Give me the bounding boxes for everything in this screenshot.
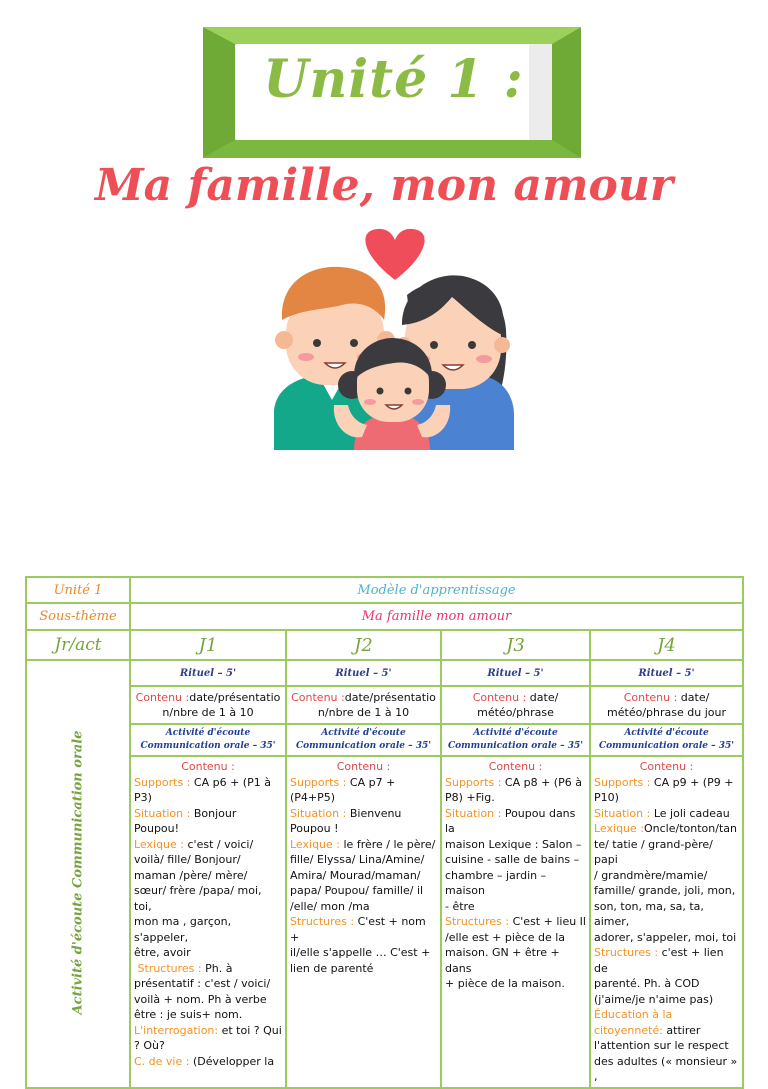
subtheme-label-cell: Sous-thème: [26, 603, 130, 630]
activity-content-j4: Contenu : Supports : CA p9 + (P9 + P10) Situation : Le joli cadeau Lexique :Oncle/tonton/tan te/ tatie / grand-père/ papi / grandmère/mamie/ famille/ grande, joli, mon, son, ton, ma, sa, ta, aimer, adorer, s'appeler, moi, toi Structures : c'est + lien de parenté. Ph. à COD (j'aime/je n'aime pas) Éducation à la citoyenneté: attirer l'attention sur le respect des adultes (« monsieur » ,: [590, 756, 743, 1088]
contenu-j3: Contenu : date/ météo/phrase: [441, 686, 590, 724]
activity-content-j1: Contenu : Supports : CA p6 + (P1 à P3) Situation : Bonjour Poupou! Lexique : c'est / voici/ voilà/ fille/ Bonjour/ maman /père/ mère/ sœur/ frère /papa/ moi, toi, mon ma , garçon, s'appeler, être, avoir Structures : Ph. à présentatif : c'est / voici/ voilà + nom. Ph à verbe être : je suis+ nom. L'interrogation: et toi ? Qui ? Où? C. de vie : (Développer la: [130, 756, 286, 1088]
unit-label-cell: Unité 1: [26, 577, 130, 603]
contenu-j1: Contenu :date/présentatio n/nbre de 1 à 10: [130, 686, 286, 724]
activite-heading-j3: Activité d'écoute Communication orale – 35': [441, 724, 590, 756]
activite-heading-j4: Activité d'écoute Communication orale – 35': [590, 724, 743, 756]
heart-icon: [365, 229, 424, 280]
activity-side-label-cell: [26, 660, 130, 1088]
day-header-j4: J4: [590, 630, 743, 660]
page-subtitle: Ma famille, mon amour: [94, 160, 674, 211]
rituel-j3: Rituel – 5': [441, 660, 590, 686]
contenu-j2: Contenu :date/présentatio n/nbre de 1 à 10: [286, 686, 441, 724]
lesson-plan-table: [25, 576, 744, 1089]
day-header-j3: J3: [441, 630, 590, 660]
activity-content-j2: Contenu : Supports : CA p7 + (P4+P5) Situation : Bienvenu Poupou ! Lexique : le frère / le père/ fille/ Elyssa/ Lina/Amine/ Amira/ Mourad/maman/ papa/ Poupou/ famille/ il /elle/ mon /ma Structures : C'est + nom + il/elle s'appelle … C'est + lien de parenté: [286, 756, 441, 1088]
rituel-j4: Rituel – 5': [590, 660, 743, 686]
rituel-j1: Rituel – 5': [130, 660, 286, 686]
unit-banner: [203, 27, 581, 158]
subtheme-value-cell: Ma famille mon amour: [130, 603, 743, 630]
activity-side-label: Activité d'écoute Communication orale: [70, 730, 86, 1015]
family-illustration: [262, 225, 528, 480]
activite-heading-j1: Activité d'écoute Communication orale – 35': [130, 724, 286, 756]
activity-content-j3: Contenu : Supports : CA p8 + (P6 à P8) +Fig. Situation : Poupou dans la maison Lexique : Salon – cuisine - salle de bains – chambre – jardin – maison - être Structures : C'est + lieu Il /elle est + pièce de la maison. GN + être + dans + pièce de la maison.: [441, 756, 590, 1088]
rituel-j2: Rituel – 5': [286, 660, 441, 686]
contenu-j4: Contenu : date/ météo/phrase du jour: [590, 686, 743, 724]
model-label-cell: Modèle d'apprentissage: [130, 577, 743, 603]
activite-heading-j2: Activité d'écoute Communication orale – 35': [286, 724, 441, 756]
day-header-j1: J1: [130, 630, 286, 660]
jr-act-label-cell: Jr/act: [26, 630, 130, 660]
day-header-j2: J2: [286, 630, 441, 660]
unit-title: Unité 1 :: [263, 49, 524, 110]
